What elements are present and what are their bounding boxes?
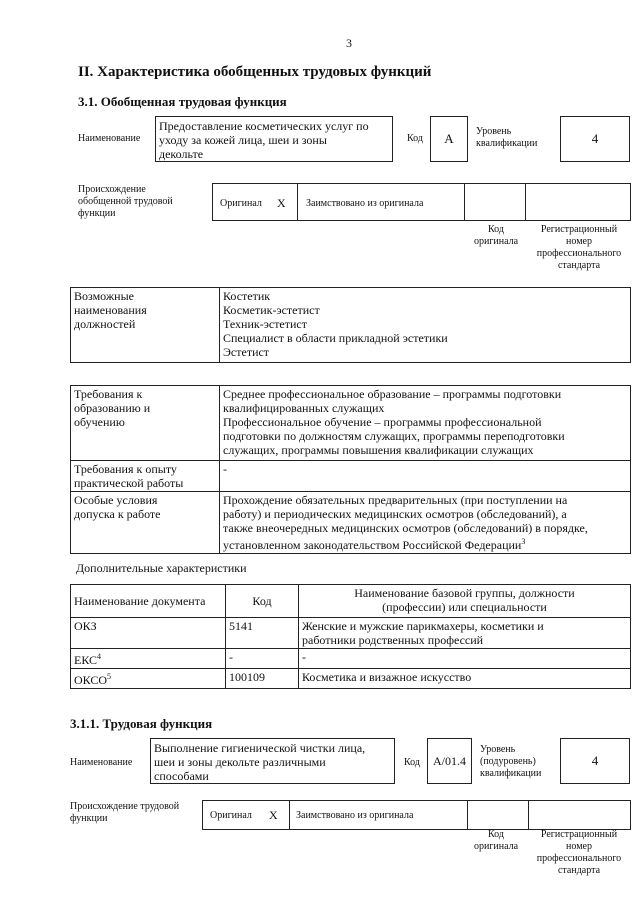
gtf-borrowed-label: Заимствовано из оригинала (306, 198, 424, 209)
tf-heading: 3.1.1. Трудовая функция (70, 716, 213, 731)
cell-code: 5141 (226, 618, 299, 649)
table-row (71, 669, 631, 689)
gtf-reg-num-caption: Регистрационный номер профессионального стандарта (536, 224, 622, 271)
gtf-code-label: Код (407, 133, 423, 144)
tf-original-label: Оригинал (210, 810, 252, 821)
footnote-ref: 5 (107, 672, 112, 681)
gtf-name-label: Наименование (78, 133, 141, 144)
gtf-code-value: А (430, 116, 468, 162)
divider (528, 801, 529, 829)
cell-name: Женские и мужские парикмахеры, косметики и работники родственных профессий (299, 618, 631, 649)
requirement-value: - (220, 461, 631, 492)
requirement-label: Требования к опыту практической работы (71, 461, 220, 492)
table-row (71, 386, 631, 461)
doc-name: ЕКС (74, 653, 98, 667)
tf-original-mark: Х (269, 808, 278, 822)
requirement-value: Среднее профессиональное образование – программы подготовки квалифицированных служащих Профессиональное обучение – программы профессиональной подготовки по должностям служащих, программы переподготовки служащих, программы повышения квалификации служащих (220, 386, 631, 461)
gtf-origin-row (212, 183, 631, 221)
gtf-origin-code-caption: Код оригинала (473, 224, 519, 247)
gtf-origin-label: Происхождение обобщенной трудовой функции (78, 184, 173, 219)
divider (467, 801, 468, 829)
requirement-value (220, 492, 631, 554)
tf-level-label: Уровень (подуровень) квалификации (480, 744, 542, 779)
cell-code: - (226, 649, 299, 669)
tf-name-label: Наименование (70, 757, 133, 768)
tf-origin-label: Происхождение трудовой функции (70, 801, 180, 824)
additional-table (70, 584, 631, 689)
section-title: II. Характеристика обобщенных трудовых функций (78, 64, 432, 80)
divider (289, 801, 290, 829)
gtf-name-value: Предоставление косметических услуг по уходу за кожей лица, шеи и зоны декольте (155, 116, 393, 162)
header-code: Код (226, 585, 299, 618)
gtf-level-label: Уровень квалификации (476, 126, 538, 149)
tf-borrowed-label: Заимствовано из оригинала (296, 810, 414, 821)
cell-code: 100109 (226, 669, 299, 689)
requirements-table (70, 385, 631, 554)
requirement-label: Требования к образованию и обучению (71, 386, 220, 461)
tf-code-label: Код (404, 757, 420, 768)
footnote-ref: 3 (521, 537, 526, 546)
divider (525, 184, 526, 220)
cell-doc: ОКЗ (71, 618, 226, 649)
footnote-ref: 4 (97, 652, 102, 661)
cell-doc (71, 669, 226, 689)
tf-code-value: А/01.4 (427, 738, 472, 784)
requirement-label: Особые условия допуска к работе (71, 492, 220, 554)
additional-heading: Дополнительные характеристики (76, 561, 247, 575)
positions-label: Возможные наименования должностей (71, 288, 220, 363)
tf-reg-num-caption: Регистрационный номер профессионального стандарта (536, 829, 622, 876)
gtf-heading: 3.1. Обобщенная трудовая функция (78, 94, 287, 109)
doc-name: ОКСО (74, 673, 108, 687)
header-doc: Наименование документа (71, 585, 226, 618)
gtf-level-value: 4 (560, 116, 630, 162)
tf-level-value: 4 (560, 738, 630, 784)
cell-name: Косметика и визажное искусство (299, 669, 631, 689)
page-number: 3 (346, 36, 352, 50)
table-header-row (71, 585, 631, 618)
cell-doc (71, 649, 226, 669)
tf-origin-code-caption: Код оригинала (473, 829, 519, 852)
divider (464, 184, 465, 220)
divider (297, 184, 298, 220)
gtf-original-label: Оригинал (220, 198, 262, 209)
positions-table (70, 287, 631, 363)
cell-name: - (299, 649, 631, 669)
table-row (71, 461, 631, 492)
tf-origin-row (202, 800, 631, 830)
table-row (71, 649, 631, 669)
table-row (71, 492, 631, 554)
positions-values: Костетик Косметик-эстетист Техник-эстетист Специалист в области прикладной эстетики Эстетист (220, 288, 631, 363)
gtf-original-mark: Х (277, 196, 286, 210)
requirement-text: Прохождение обязательных предварительных (при поступлении на работу) и периодических медицинских осмотров (обследований), а также внеочередных медицинских осмотров (обследований) в порядке, установленном законодательством Российской Федерации (223, 493, 588, 552)
tf-name-value: Выполнение гигиенической чистки лица, шеи и зоны декольте различными способами (150, 738, 395, 784)
table-row (71, 618, 631, 649)
header-name: Наименование базовой группы, должности (профессии) или специальности (299, 585, 631, 618)
